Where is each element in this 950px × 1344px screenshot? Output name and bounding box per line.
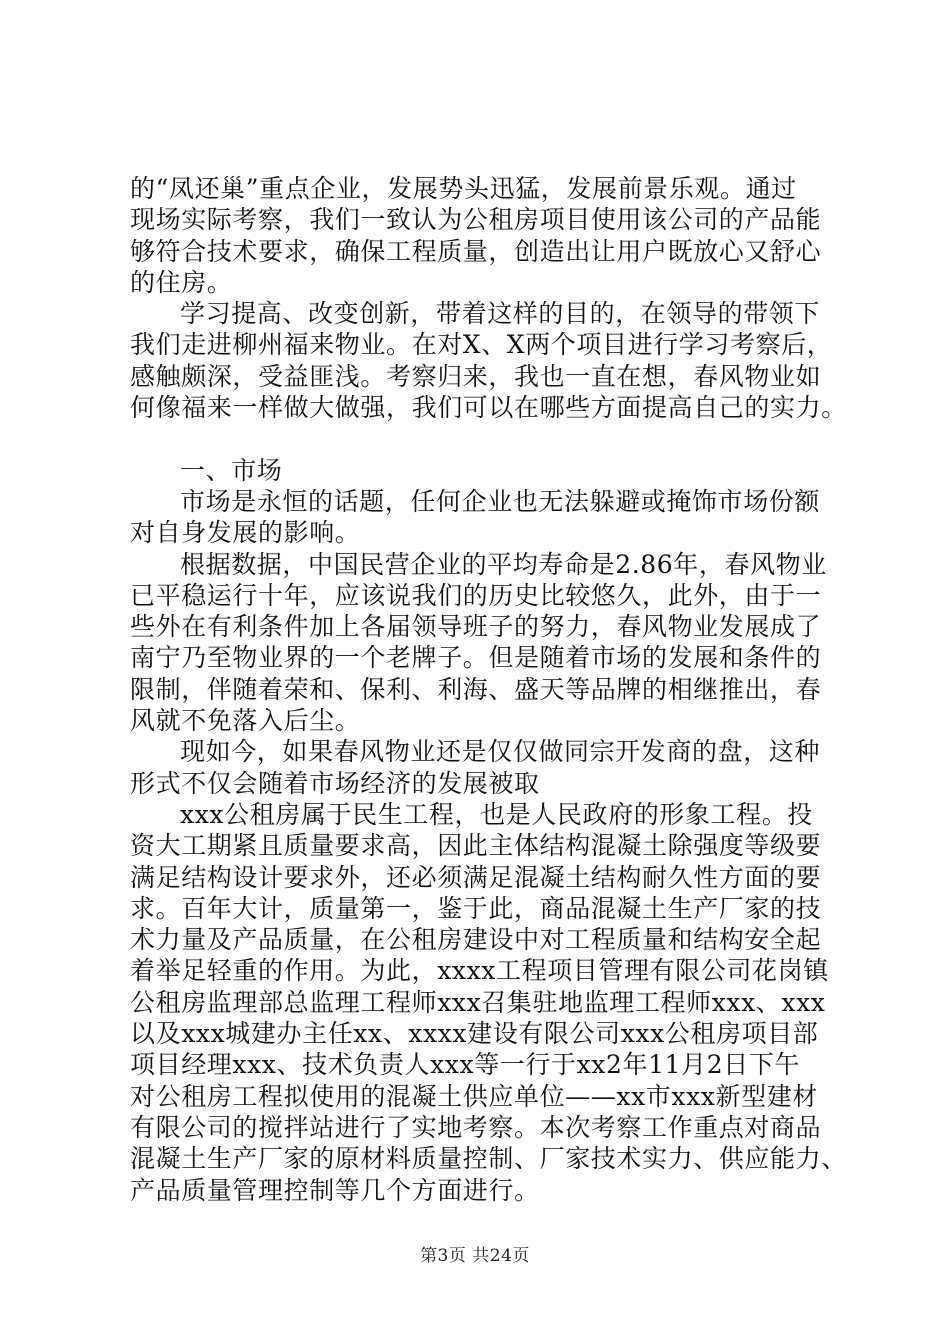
text-line: 混凝土生产厂家的原材料质量控制、厂家技术实力、供应能力、 [130,1144,847,1174]
text-line: 满足结构设计要求外，还必须满足混凝土结构耐久性方面的要 [130,862,822,892]
text-line: 我们走进柳州福来物业。在对X、X两个项目进行学习考察后， [130,330,833,360]
text-line: 产品质量管理控制等几个方面进行。 [130,1175,540,1205]
text-line: 够符合技术要求，确保工程质量，创造出让用户既放心又舒心 [130,236,822,266]
text-line: 求。百年大计，质量第一，鉴于此，商品混凝土生产厂家的技 [130,893,822,923]
text-line: 有限公司的搅拌站进行了实地考察。本次考察工作重点对商品 [130,1112,822,1142]
text-line: 些外在有利条件加上各届领导班子的努力，春风物业发展成了 [130,612,822,642]
text-line: 已平稳运行十年，应该说我们的历史比较悠久，此外，由于一 [130,580,822,610]
text-line: 对公租房工程拟使用的混凝土供应单位——xx市xxx新型建材 [130,1081,818,1111]
text-line: 资大工期紧且质量要求高，因此主体结构混凝土除强度等级要 [130,831,822,861]
text-line: 南宁乃至物业界的一个老牌子。但是随着市场的发展和条件的 [130,643,822,673]
paragraph-start-line: 根据数据，中国民营企业的平均寿命是2.86年，春风物业 [180,549,827,579]
paragraph-start-line: 现如今，如果春风物业还是仅仅做同宗开发商的盘，这种 [180,737,821,767]
text-line: 着举足轻重的作用。为此，xxxx工程项目管理有限公司花岗镇 [130,956,829,986]
text-line: 公租房监理部总监理工程师xxx召集驻地监理工程师xxx、xxx [130,987,826,1017]
text-line: 项目经理xxx、技术负责人xxx等一行于xx2年11月2日下午 [130,1050,801,1080]
text-line: 对自身发展的影响。 [130,518,361,548]
text-line: 形式不仅会随着市场经济的发展被取 [130,768,540,798]
text-line: 何像福来一样做大做强，我们可以在哪些方面提高自己的实力。 [130,393,847,423]
text-line: 感触颇深，受益匪浅。考察归来，我也一直在想，春风物业如 [130,361,822,391]
text-line: 风就不免落入后尘。 [130,706,361,736]
text-line: 以及xxx城建办主任xx、xxxx建设有限公司xxx公租房项目部 [130,1019,819,1049]
paragraph-start-line: xxx公租房属于民生工程，也是人民政府的形象工程。投 [180,799,813,829]
section-heading: 一、市场 [180,455,283,485]
text-line: 限制，伴随着荣和、保利、利海、盛天等品牌的相继推出，春 [130,674,822,704]
paragraph-start-line: 学习提高、改变创新，带着这样的目的，在领导的带领下 [180,299,821,329]
blank-line [130,423,830,454]
document-body [130,173,847,1206]
paragraph-start-line: 市场是永恒的话题，任何企业也无法躲避或掩饰市场份额 [180,486,821,516]
text-line: 的住房。 [130,267,233,297]
text-line: 的“凤还巢”重点企业，发展势头迅猛，发展前景乐观。通过 [130,174,797,203]
text-line: 术力量及产品质量，在公租房建设中对工程质量和结构安全起 [130,925,822,955]
page-number-footer: 第3页 共24页 [420,1246,530,1266]
text-line: 现场实际考察，我们一致认为公租房项目使用该公司的产品能 [130,205,822,235]
